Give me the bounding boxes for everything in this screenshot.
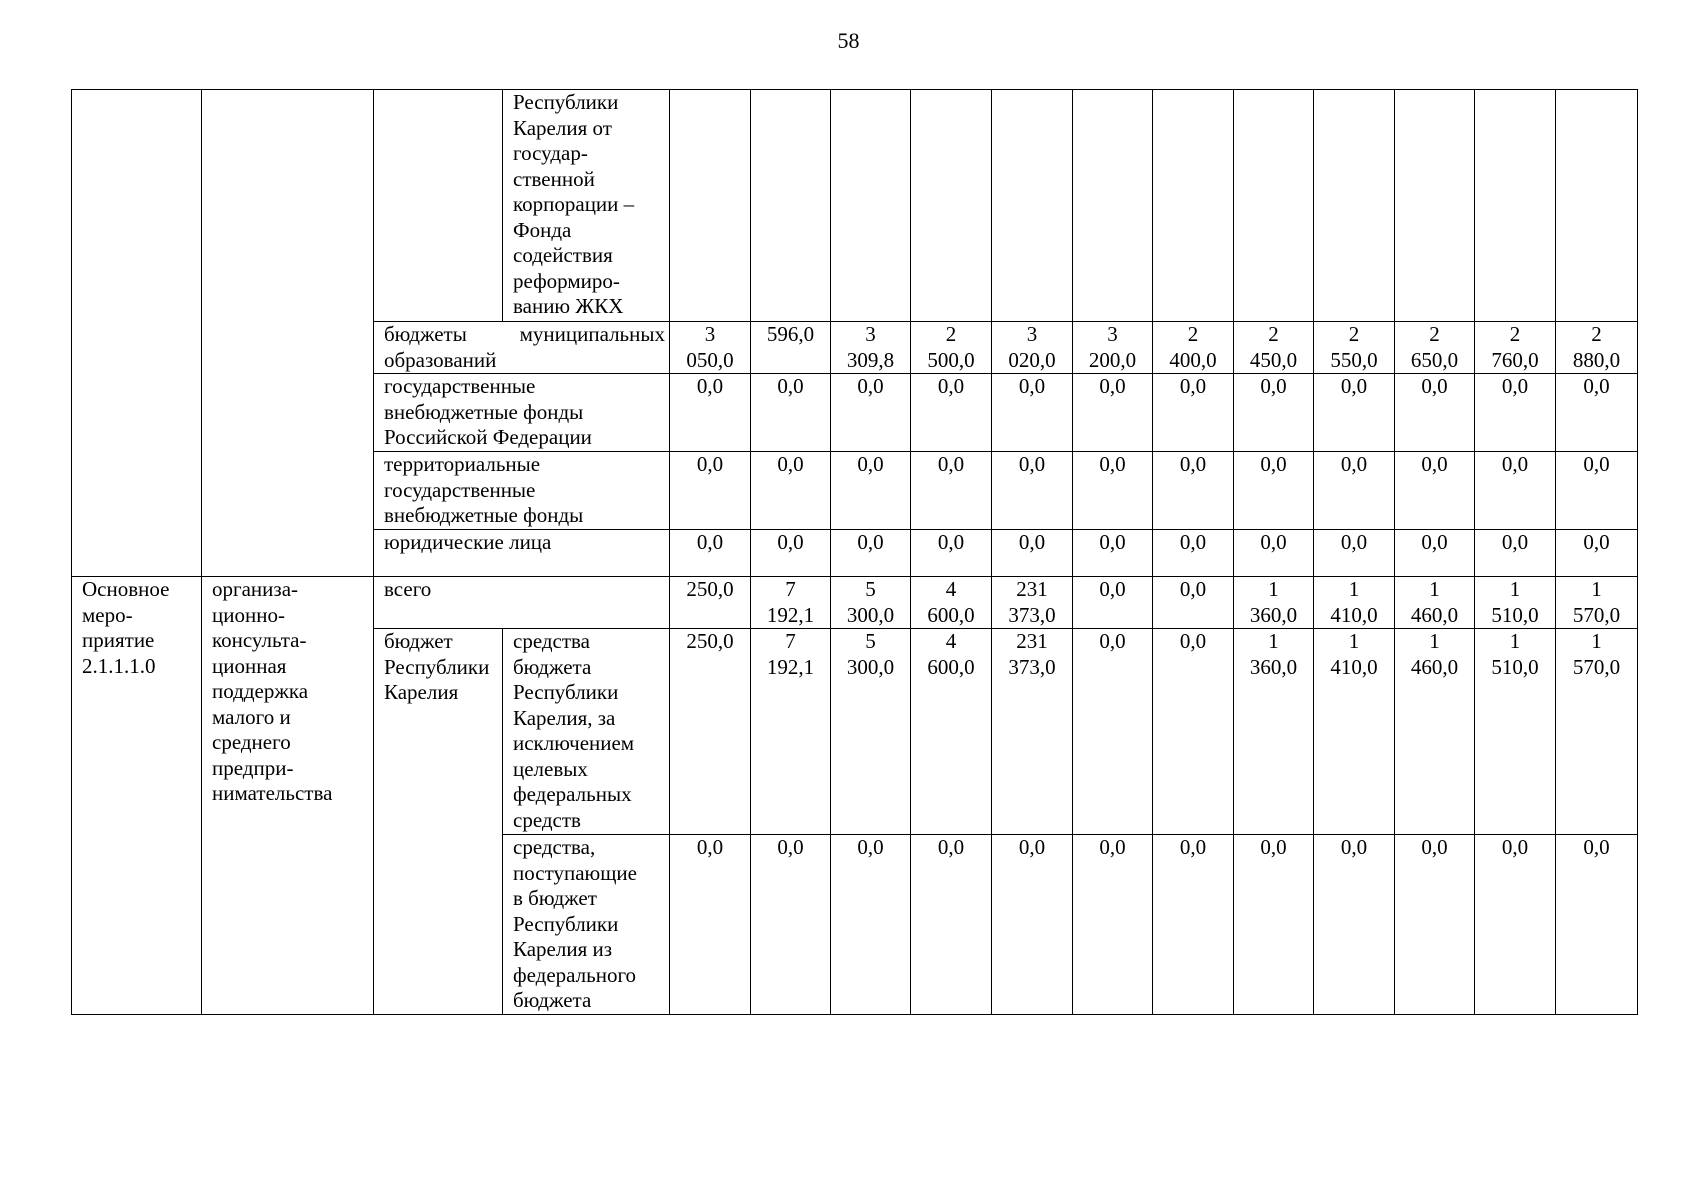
measure-name: Основное меро- приятие 2.1.1.1.0 [72,577,202,1015]
territorial-label: территориальные государственные внебюджетные фонды [374,452,670,530]
territorial-value: 0,0 [1073,452,1153,530]
state-funds-value: 0,0 [670,374,751,452]
value-cell [1314,90,1395,322]
state-funds-value: 0,0 [1395,374,1475,452]
state-funds-value: 0,0 [911,374,992,452]
legal-value: 0,0 [1556,530,1638,577]
value-cell [911,90,992,322]
table-row-fund-continuation [72,90,1638,322]
municipal-value: 3 050,0 [670,322,751,374]
own-funds-value: 1 570,0 [1556,629,1638,835]
own-funds-value: 1 460,0 [1395,629,1475,835]
legal-value: 0,0 [751,530,831,577]
state-funds-value: 0,0 [1314,374,1395,452]
total-value: 250,0 [670,577,751,629]
territorial-value: 0,0 [751,452,831,530]
federal-value: 0,0 [1153,835,1234,1015]
legal-value: 0,0 [992,530,1073,577]
value-cell [1475,90,1556,322]
municipal-value: 3 020,0 [992,322,1073,374]
federal-value: 0,0 [670,835,751,1015]
fund-source-label: Республики Карелия от государ- ственной корпорации – Фонда содействия реформиро- ванию ЖКХ [503,90,670,322]
total-value: 4 600,0 [911,577,992,629]
value-cell [751,90,831,322]
own-funds-value: 0,0 [1153,629,1234,835]
total-value: 1 460,0 [1395,577,1475,629]
value-cell [831,90,911,322]
value-cell [1073,90,1153,322]
territorial-value: 0,0 [670,452,751,530]
territorial-value: 0,0 [1556,452,1638,530]
legal-value: 0,0 [831,530,911,577]
own-funds-value: 5 300,0 [831,629,911,835]
own-funds-value: 1 360,0 [1234,629,1314,835]
legal-value: 0,0 [911,530,992,577]
municipal-value: 2 400,0 [1153,322,1234,374]
state-funds-value: 0,0 [1475,374,1556,452]
value-cell [1234,90,1314,322]
state-funds-value: 0,0 [1153,374,1234,452]
municipal-value: 596,0 [751,322,831,374]
federal-value: 0,0 [831,835,911,1015]
cell-measure-continued [72,90,202,577]
municipal-label-line2: образований [384,347,497,372]
federal-value: 0,0 [751,835,831,1015]
legal-label: юридические лица [374,530,670,577]
territorial-value: 0,0 [831,452,911,530]
value-cell [670,90,751,322]
total-value: 1 570,0 [1556,577,1638,629]
cell-title-continued [202,90,374,577]
municipal-value: 2 450,0 [1234,322,1314,374]
federal-value: 0,0 [1314,835,1395,1015]
total-value: 1 360,0 [1234,577,1314,629]
value-cell [992,90,1073,322]
state-funds-value: 0,0 [1556,374,1638,452]
legal-value: 0,0 [1395,530,1475,577]
municipal-value: 2 550,0 [1314,322,1395,374]
own-funds-value: 1 510,0 [1475,629,1556,835]
legal-value: 0,0 [1073,530,1153,577]
municipal-value: 3 309,8 [831,322,911,374]
total-value: 0,0 [1073,577,1153,629]
total-value: 231 373,0 [992,577,1073,629]
federal-value: 0,0 [1234,835,1314,1015]
total-value: 5 300,0 [831,577,911,629]
measure-title: организа- ционно- консульта- ционная поддержка малого и среднего предпри- нимательства [202,577,374,1015]
state-funds-value: 0,0 [1234,374,1314,452]
federal-value: 0,0 [1395,835,1475,1015]
total-label: всего [374,577,670,629]
cell-budget-continued [374,90,503,322]
total-value: 0,0 [1153,577,1234,629]
own-funds-value: 7 192,1 [751,629,831,835]
state-funds-value: 0,0 [992,374,1073,452]
municipal-value: 2 650,0 [1395,322,1475,374]
federal-value: 0,0 [992,835,1073,1015]
state-funds-value: 0,0 [751,374,831,452]
territorial-value: 0,0 [992,452,1073,530]
own-funds-value: 250,0 [670,629,751,835]
territorial-value: 0,0 [911,452,992,530]
own-funds-label: средства бюджета Республики Карелия, за исключением целевых федеральных средств [503,629,670,835]
territorial-value: 0,0 [1475,452,1556,530]
value-cell [1153,90,1234,322]
territorial-value: 0,0 [1234,452,1314,530]
municipal-label [374,322,670,374]
own-funds-value: 0,0 [1073,629,1153,835]
federal-value: 0,0 [1475,835,1556,1015]
value-cell [1556,90,1638,322]
budget-karelia-label: бюджет Республики Карелия [374,629,503,1015]
legal-value: 0,0 [1153,530,1234,577]
table-row-measure-total [72,577,1638,629]
legal-value: 0,0 [1475,530,1556,577]
legal-value: 0,0 [1314,530,1395,577]
federal-value: 0,0 [1073,835,1153,1015]
state-funds-value: 0,0 [831,374,911,452]
own-funds-value: 4 600,0 [911,629,992,835]
total-value: 1 410,0 [1314,577,1395,629]
municipal-label-line1: бюджеты муниципальных [384,322,665,346]
municipal-value: 2 500,0 [911,322,992,374]
state-funds-label: государственные внебюджетные фонды Российской Федерации [374,374,670,452]
federal-label: средства, поступающие в бюджет Республики Карелия из федерального бюджета [503,835,670,1015]
legal-value: 0,0 [1234,530,1314,577]
state-funds-value: 0,0 [1073,374,1153,452]
funding-table [71,89,1638,1015]
territorial-value: 0,0 [1153,452,1234,530]
legal-value: 0,0 [670,530,751,577]
value-cell [1395,90,1475,322]
federal-value: 0,0 [911,835,992,1015]
federal-value: 0,0 [1556,835,1638,1015]
municipal-value: 2 880,0 [1556,322,1638,374]
page-number: 58 [837,28,860,53]
own-funds-value: 231 373,0 [992,629,1073,835]
territorial-value: 0,0 [1395,452,1475,530]
own-funds-value: 1 410,0 [1314,629,1395,835]
total-value: 1 510,0 [1475,577,1556,629]
municipal-value: 2 760,0 [1475,322,1556,374]
territorial-value: 0,0 [1314,452,1395,530]
total-value: 7 192,1 [751,577,831,629]
municipal-value: 3 200,0 [1073,322,1153,374]
